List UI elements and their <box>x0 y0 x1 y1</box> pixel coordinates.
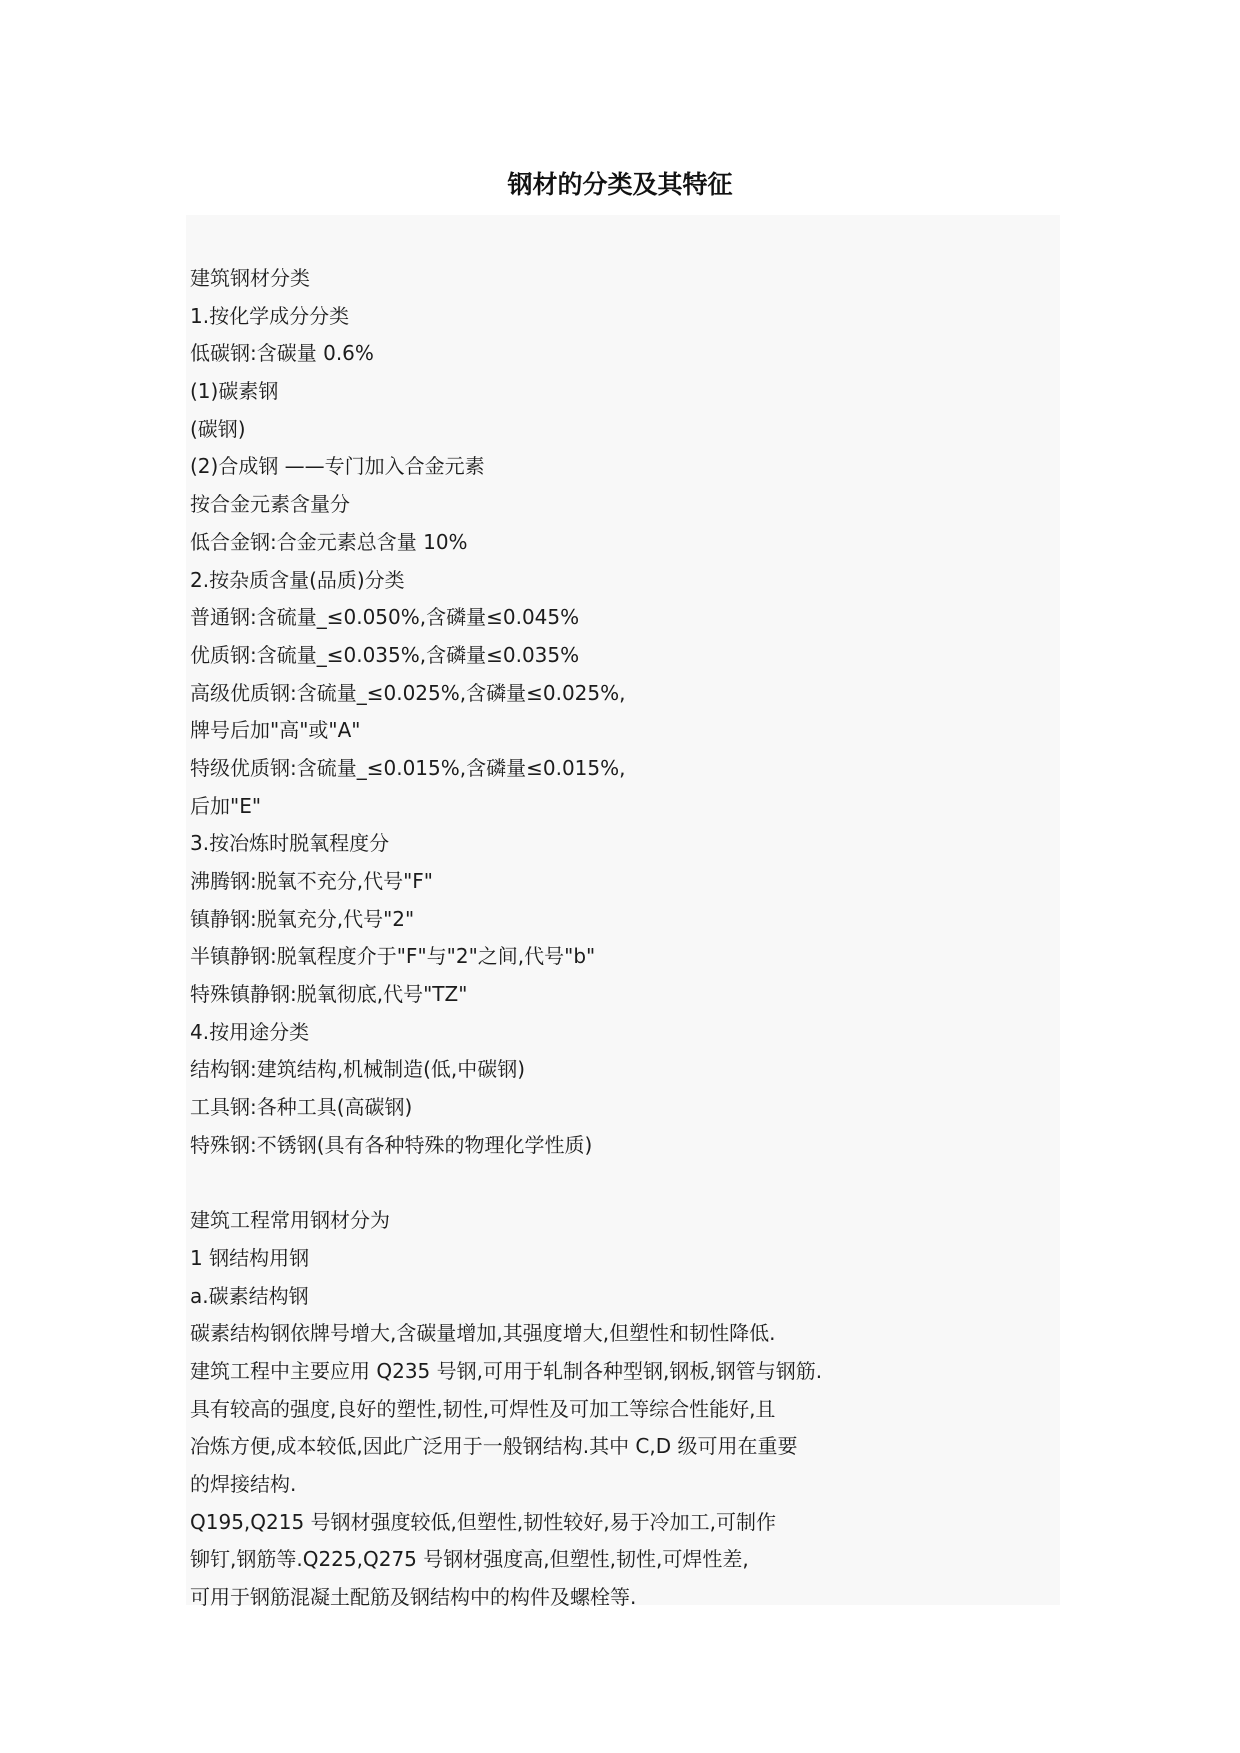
text-line: 的焊接结构. <box>190 1472 297 1496</box>
text-line: 建筑钢材分类 <box>190 266 310 290</box>
blank-line <box>190 1165 1050 1203</box>
text-line: 高级优质钢:含硫量_≤0.025%,含磷量≤0.025%, <box>190 680 626 705</box>
text-line: 1.按化学成分分类 <box>190 303 350 328</box>
text-line: 优质钢:含硫量_≤0.035%,含磷量≤0.035% <box>190 642 580 667</box>
text-line: 4.按用途分类 <box>190 1019 310 1044</box>
text-line: 特级优质钢:含硫量_≤0.015%,含磷量≤0.015%, <box>190 755 626 780</box>
text-line: (碳钢) <box>190 416 246 441</box>
text-line: 特殊镇静钢:脱氧彻底,代号"TZ" <box>190 982 468 1007</box>
text-line: 沸腾钢:脱氧不充分,代号"F" <box>190 869 433 893</box>
text-line: 普通钢:含硫量_≤0.050%,含磷量≤0.045% <box>190 605 580 630</box>
text-line: 按合金元素含量分 <box>190 492 350 517</box>
text-line: 工具钢:各种工具(高碳钢) <box>190 1095 413 1120</box>
text-line: 低碳钢:含碳量 0.6% <box>190 341 374 366</box>
text-line: 2.按杂质含量(品质)分类 <box>190 567 405 592</box>
text-line: 建筑工程常用钢材分为 <box>190 1208 390 1233</box>
text-line: 铆钉,钢筋等.Q225,Q275 号钢材强度高,但塑性,韧性,可焊性差, <box>190 1547 749 1572</box>
text-line: (2)合成钢 ——专门加入合金元素 <box>190 454 485 479</box>
text-line: 牌号后加"高"或"A" <box>190 718 361 743</box>
document-title: 钢材的分类及其特征 <box>507 170 733 199</box>
text-line: 后加"E" <box>190 793 262 818</box>
text-line: 半镇静钢:脱氧程度介于"F"与"2"之间,代号"b" <box>190 944 596 969</box>
text-line: 3.按冶炼时脱氧程度分 <box>190 831 390 856</box>
document-body <box>190 260 1050 1617</box>
text-line: 可用于钢筋混凝土配筋及钢结构中的构件及螺栓等. <box>190 1585 637 1610</box>
text-line: 结构钢:建筑结构,机械制造(低,中碳钢) <box>190 1057 526 1082</box>
text-line: 冶炼方便,成本较低,因此广泛用于一般钢结构.其中 C,D 级可用在重要 <box>190 1434 798 1459</box>
text-line: 低合金钢:合金元素总含量 10% <box>190 529 468 554</box>
text-line: 镇静钢:脱氧充分,代号"2" <box>190 906 415 931</box>
text-line: (1)碳素钢 <box>190 379 279 404</box>
text-line: 特殊钢:不锈钢(具有各种特殊的物理化学性质) <box>190 1132 593 1157</box>
text-line: 碳素结构钢依牌号增大,含碳量增加,其强度增大,但塑性和韧性降低. <box>190 1321 776 1346</box>
text-line: 建筑工程中主要应用 Q235 号钢,可用于轧制各种型钢,钢板,钢管与钢筋. <box>190 1358 823 1383</box>
text-line: 1 钢结构用钢 <box>190 1245 310 1270</box>
text-line: Q195,Q215 号钢材强度较低,但塑性,韧性较好,易于冷加工,可制作 <box>190 1509 776 1534</box>
text-line: 具有较高的强度,良好的塑性,韧性,可焊性及可加工等综合性能好,且 <box>190 1396 776 1421</box>
text-line: a.碳素结构钢 <box>190 1283 309 1308</box>
